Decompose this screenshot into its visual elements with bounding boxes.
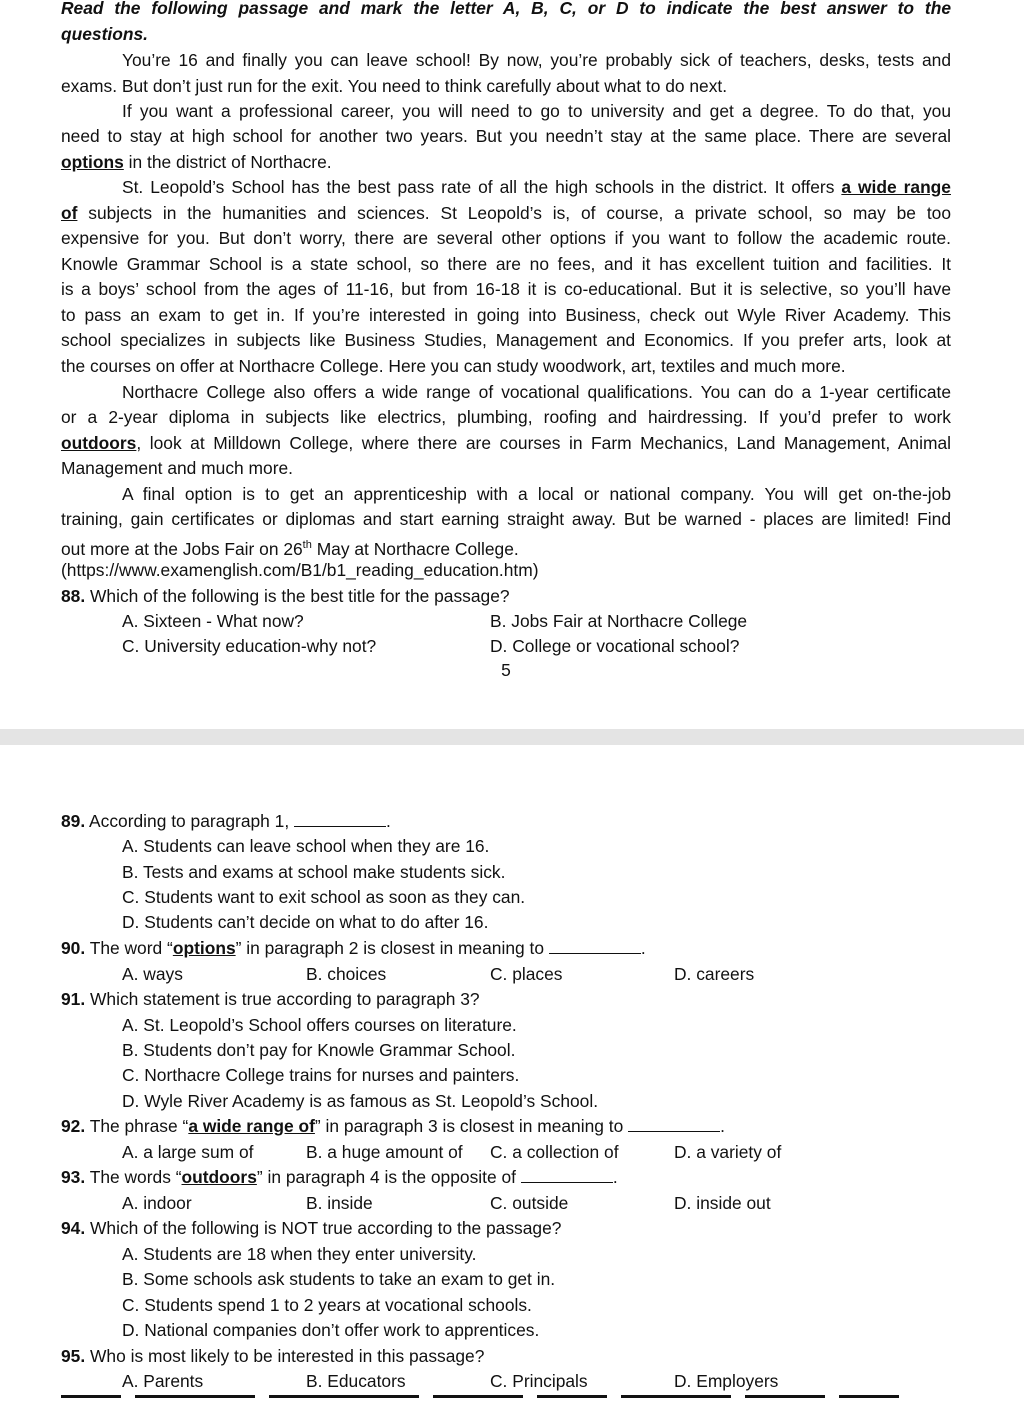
q89-option-b: B. Tests and exams at school make students sick. (122, 862, 506, 882)
p5-line-2: training, gain certificates or diplomas and start earning straight away. But be warned - places are limited! Find (61, 509, 951, 529)
q90-option-b: B. choices (306, 964, 387, 984)
q95-option-a: A. Parents (122, 1371, 204, 1391)
q92-option-c: C. a collection of (490, 1142, 619, 1162)
cropped-text-line (61, 1395, 951, 1402)
p3-line-5: is a boys’ school from the ages of 11-16, but from 16-18 it is co-educational. But it is selective, so you’ll have (61, 279, 951, 299)
q88-option-c: C. University education-why not? (122, 636, 377, 656)
question-92: 92. The phrase “a wide range of” in paragraph 3 is closest in meaning to . (61, 1116, 725, 1136)
q88-option-b: B. Jobs Fair at Northacre College (490, 611, 748, 631)
question-94: 94. Which of the following is NOT true according to the passage? (61, 1218, 562, 1238)
q93-option-d: D. inside out (674, 1193, 771, 1213)
p3-line-2: of subjects in the humanities and sciences. St Leopold’s is, of course, a private school, so may be too (61, 203, 951, 223)
keyword-outdoors: outdoors (181, 1167, 257, 1187)
keyword-outdoors: outdoors (61, 433, 137, 453)
p3-line-7: school specializes in subjects like Business Studies, Management and Economics. If you prefer arts, look at (61, 330, 951, 350)
instructions-line-1: Read the following passage and mark the letter A, B, C, or D to indicate the best answer to the (61, 0, 951, 18)
p4-line-1: Northacre College also offers a wide range of vocational qualifications. You can do a 1-year certificate (122, 382, 951, 402)
question-95: 95. Who is most likely to be interested in this passage? (61, 1346, 485, 1366)
q94-option-c: C. Students spend 1 to 2 years at vocational schools. (122, 1295, 532, 1315)
keyword-a-wide-range: a wide range (841, 177, 951, 197)
source-link: (https://www.examenglish.com/B1/b1_reading_education.htm) (61, 560, 539, 580)
q94-option-d: D. National companies don’t offer work to apprentices. (122, 1320, 540, 1340)
answer-blank (521, 1166, 613, 1183)
question-91: 91. Which statement is true according to paragraph 3? (61, 989, 480, 1009)
p5-line-3: out more at the Jobs Fair on 26th May at Northacre College. (61, 538, 519, 559)
p1-line-2: exams. But don’t just run for the exit. You need to think carefully about what to do next. (61, 76, 728, 96)
q90-option-d: D. careers (674, 964, 755, 984)
p2-line-1: If you want a professional career, you will need to go to university and get a degree. To do that, you (122, 101, 951, 121)
p3-line-1: St. Leopold’s School has the best pass rate of all the high schools in the district. It offers a wide range (122, 177, 951, 197)
q91-option-b: B. Students don’t pay for Knowle Grammar School. (122, 1040, 516, 1060)
q92-option-a: A. a large sum of (122, 1142, 254, 1162)
q95-option-b: B. Educators (306, 1371, 406, 1391)
q93-option-c: C. outside (490, 1193, 569, 1213)
answer-blank (294, 810, 386, 827)
p4-line-2: or a 2-year diploma in subjects like electrics, plumbing, roofing and hairdressing. If you’d prefer to work (61, 407, 951, 427)
question-89: 89. According to paragraph 1, . (61, 811, 391, 831)
p3-line-8: the courses on offer at Northacre College. Here you can study woodwork, art, textiles and much more. (61, 356, 846, 376)
q94-option-a: A. Students are 18 when they enter university. (122, 1244, 477, 1264)
q89-option-c: C. Students want to exit school as soon as they can. (122, 887, 526, 907)
instructions-line-2: questions. (61, 24, 148, 44)
q91-option-a: A. St. Leopold’s School offers courses on literature. (122, 1015, 517, 1035)
q95-option-c: C. Principals (490, 1371, 588, 1391)
p5-line-1: A final option is to get an apprenticeship with a local or national company. You will get on-the-job (122, 484, 951, 504)
p4-line-3: outdoors, look at Milldown College, where there are courses in Farm Mechanics, Land Management, Animal (61, 433, 951, 453)
p1-line-1: You’re 16 and finally you can leave school! By now, you’re probably sick of teachers, desks, tests and (122, 50, 951, 70)
p2-line-2: need to stay at high school for another two years. But you needn’t stay at the same place. There are several (61, 126, 951, 146)
p3-line-3: expensive for you. But don’t worry, there are several other options if you want to follow the academic route. (61, 228, 951, 248)
question-90: 90. The word “options” in paragraph 2 is closest in meaning to . (61, 938, 646, 958)
q94-option-b: B. Some schools ask students to take an exam to get in. (122, 1269, 556, 1289)
answer-blank (549, 937, 641, 954)
page-gap (0, 729, 1024, 745)
p2-line-3: options in the district of Northacre. (61, 152, 332, 172)
keyword-options: options (61, 152, 124, 172)
q91-option-c: C. Northacre College trains for nurses and painters. (122, 1065, 520, 1085)
p4-line-4: Management and much more. (61, 458, 293, 478)
question-88: 88. Which of the following is the best title for the passage? (61, 586, 510, 606)
q92-option-b: B. a huge amount of (306, 1142, 463, 1162)
q95-option-d: D. Employers (674, 1371, 779, 1391)
keyword-a-wide-range-of: a wide range of (188, 1116, 315, 1136)
q93-option-b: B. inside (306, 1193, 373, 1213)
q92-option-d: D. a variety of (674, 1142, 782, 1162)
q88-option-d: D. College or vocational school? (490, 636, 740, 656)
q89-option-a: A. Students can leave school when they are 16. (122, 836, 490, 856)
q90-option-c: C. places (490, 964, 563, 984)
question-93: 93. The words “outdoors” in paragraph 4 is the opposite of . (61, 1167, 618, 1187)
q89-option-d: D. Students can’t decide on what to do after 16. (122, 912, 489, 932)
q90-option-a: A. ways (122, 964, 183, 984)
q93-option-a: A. indoor (122, 1193, 192, 1213)
q88-option-a: A. Sixteen - What now? (122, 611, 304, 631)
p3-line-4: Knowle Grammar School is a state school, so there are no fees, and it has excellent tuition and facilities. It (61, 254, 951, 274)
answer-blank (628, 1115, 720, 1132)
p3-line-6: to pass an exam to get in. If you’re interested in going into Business, check out Wyle River Academy. This (61, 305, 951, 325)
keyword-options: options (172, 938, 236, 958)
q91-option-d: D. Wyle River Academy is as famous as St. Leopold’s School. (122, 1091, 599, 1111)
page-number: 5 (501, 660, 511, 680)
keyword-of: of (61, 203, 78, 223)
